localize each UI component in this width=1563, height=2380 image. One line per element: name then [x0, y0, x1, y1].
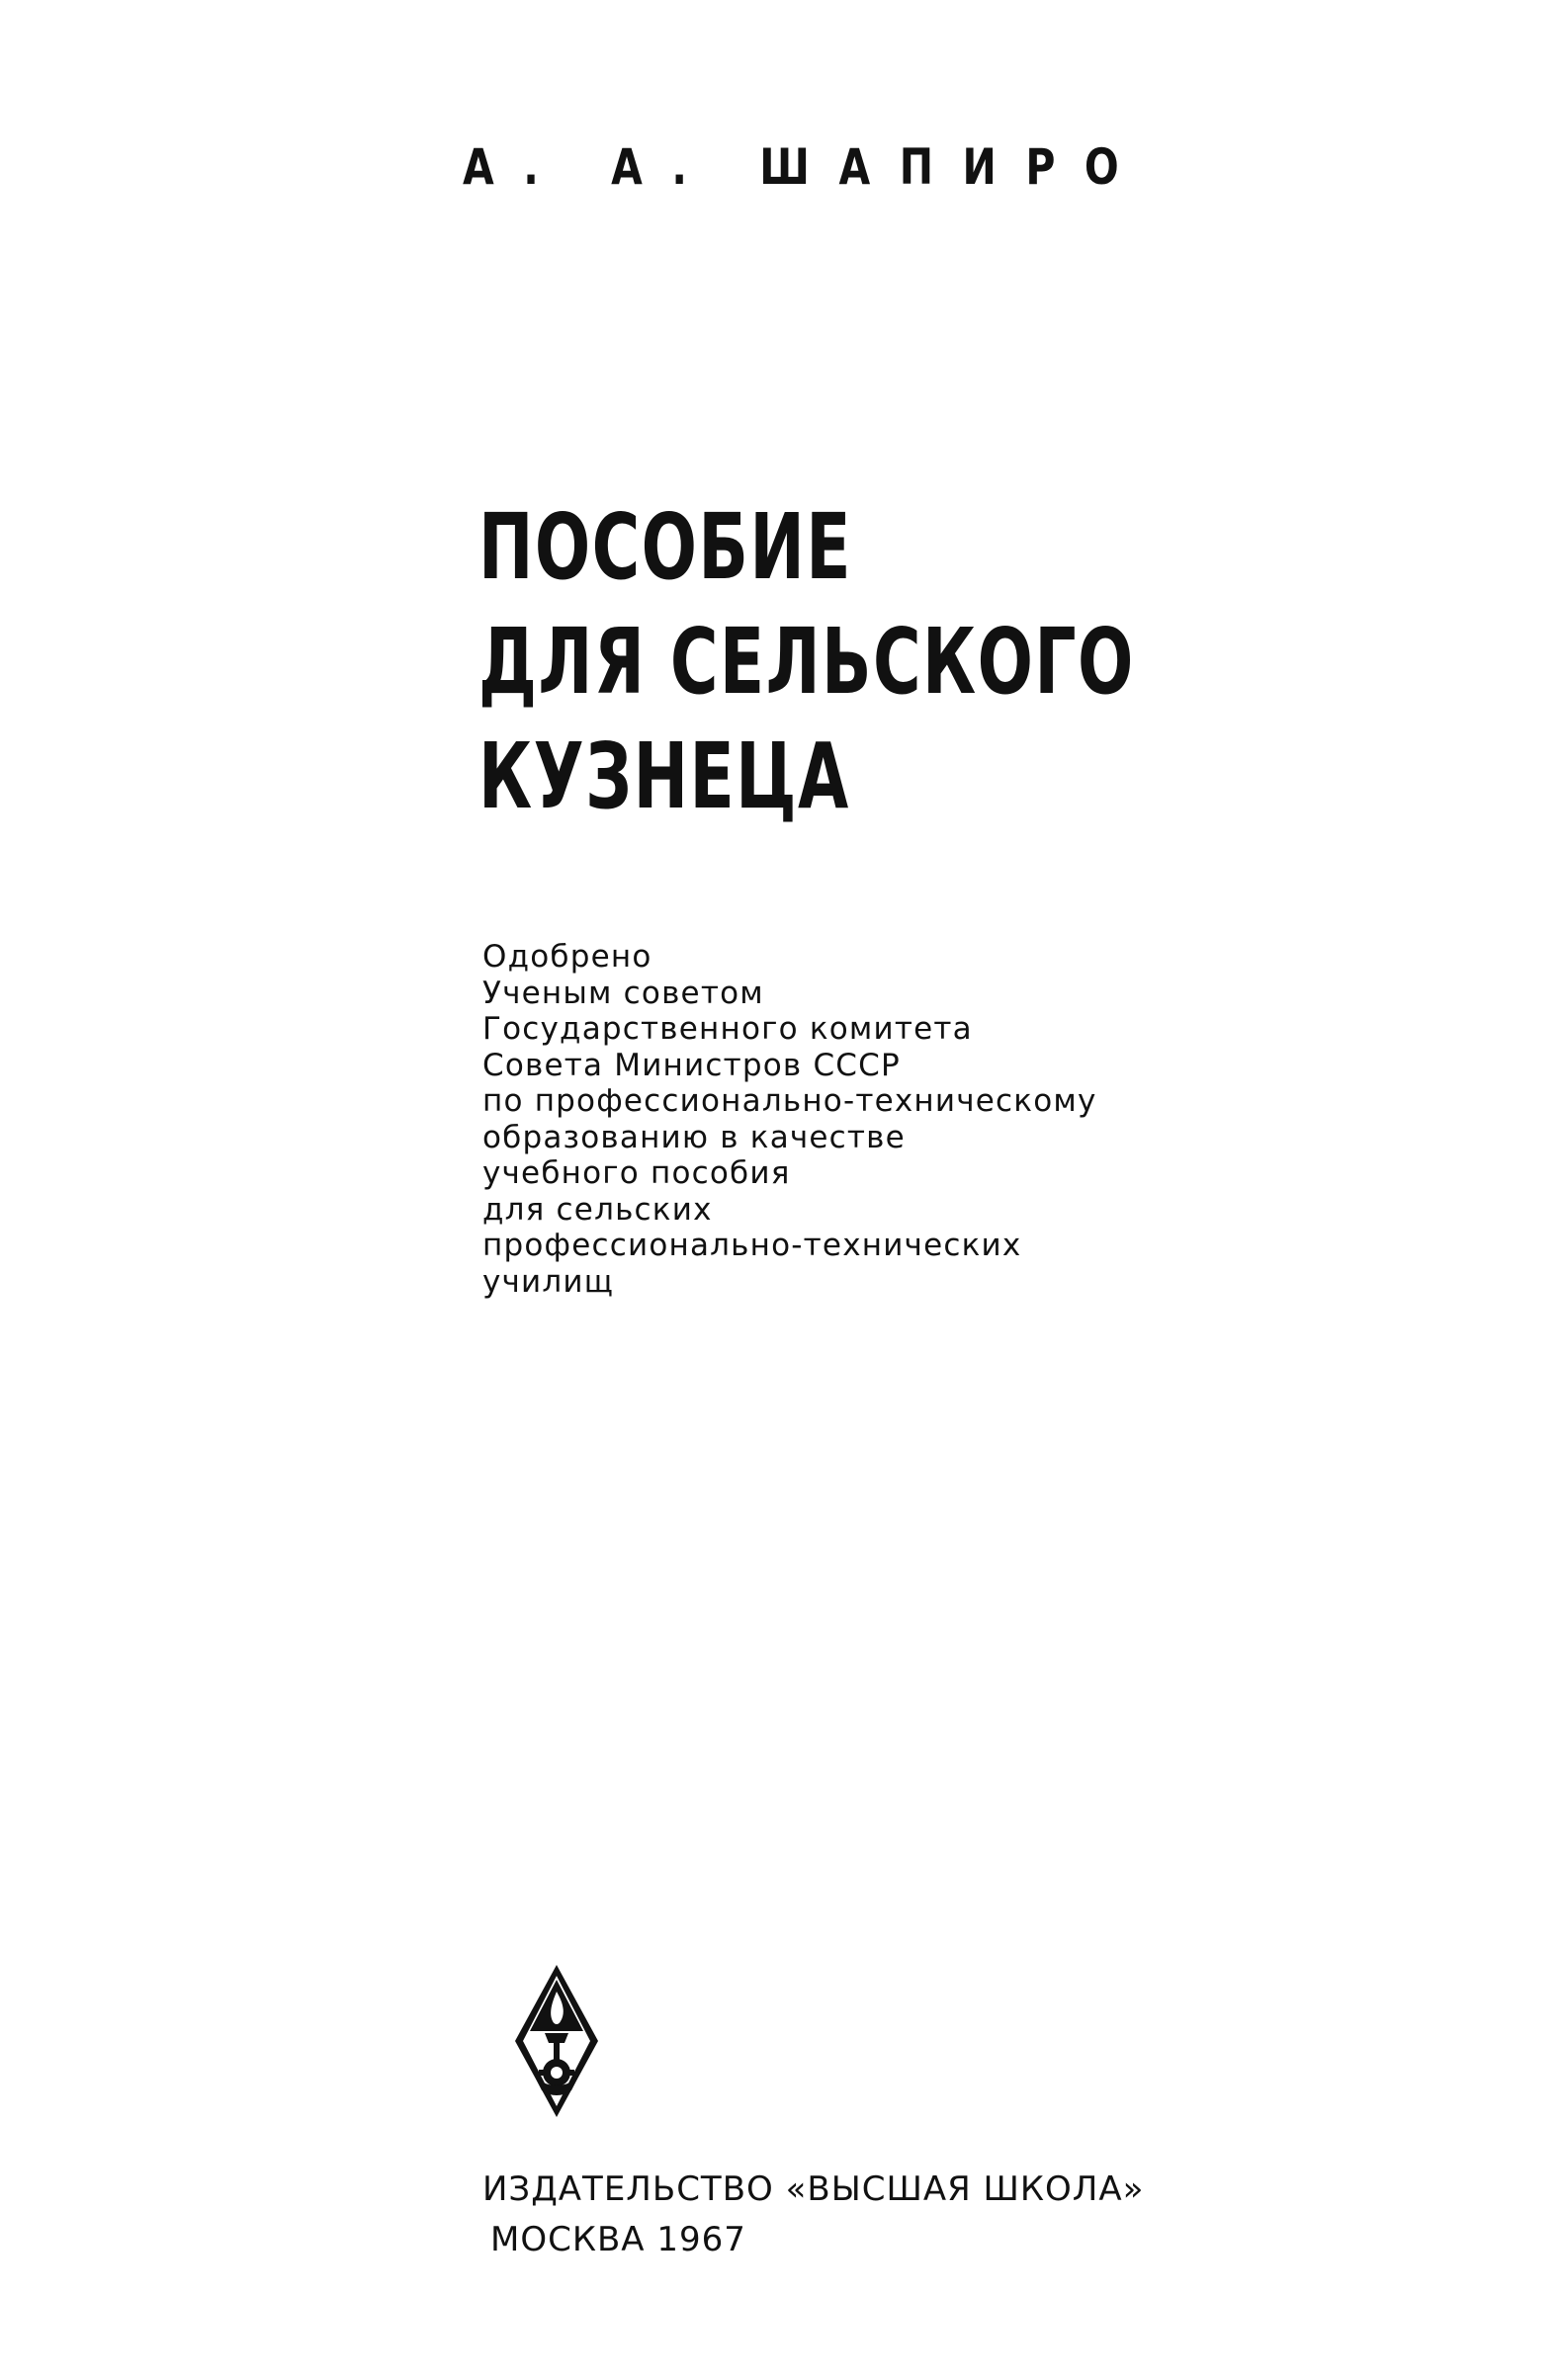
approval-line: Ученым советом: [482, 975, 764, 1011]
title-line-3: КУЗНЕЦА: [478, 723, 850, 829]
publisher-emblem-icon: [512, 1962, 601, 2120]
approval-line: Совета Министров СССР: [482, 1047, 901, 1083]
approval-line: Одобрено: [482, 939, 652, 975]
approval-line: Государственного комитета: [482, 1011, 973, 1047]
book-title: [478, 490, 1135, 834]
approval-line: по профессионально-техническому: [482, 1083, 1097, 1119]
approval-line: учебного пособия: [482, 1155, 791, 1191]
publisher-name: ИЗДАТЕЛЬСТВО «ВЫСШАЯ ШКОЛА»: [482, 2169, 1145, 2209]
approval-line: училищ: [482, 1263, 615, 1300]
publisher-city-year: МОСКВА 1967: [490, 2220, 746, 2259]
title-line-1: ПОСОБИЕ: [478, 494, 852, 600]
publisher-block: [482, 2165, 1144, 2265]
title-line-2: ДЛЯ СЕЛЬСКОГО: [478, 609, 1135, 715]
approval-line: образованию в качестве: [482, 1119, 906, 1155]
author-name: А. А. ШАПИРО: [463, 138, 1149, 196]
approval-line: профессионально-технических: [482, 1228, 1022, 1263]
approval-line: для сельских: [482, 1191, 713, 1228]
approval-statement: [482, 939, 1097, 1300]
